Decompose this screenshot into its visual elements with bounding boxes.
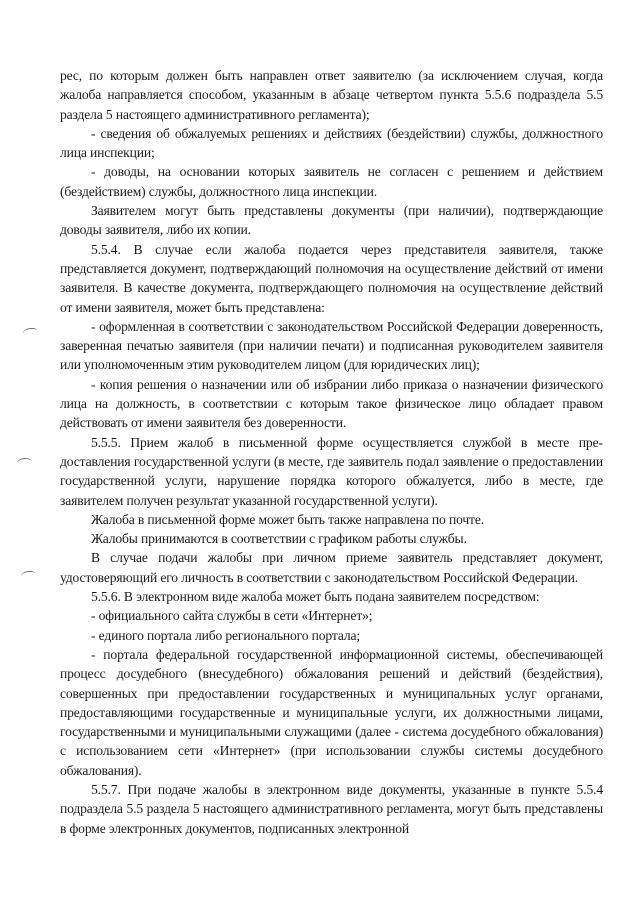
- paragraph-power-of-attorney-item: - оформленная в соответствии с законодательством Российской Федерации доверенность, заверенная печатью заявителя (при наличии печати) и подписанная руководителем заявителя или уполномоченным этим руководителем лицом (для юридических лиц);: [60, 318, 603, 373]
- paragraph-personal-reception: В случае подачи жалобы при личном приеме заявитель представляет документ, удостоверяющий его личность в соответствии с законодательством Российской Федерации.: [60, 550, 603, 585]
- paragraph-postal-submission: Жалоба в письменной форме может быть также направлена по почте.: [91, 511, 484, 527]
- binder-hole-mark: [20, 570, 36, 581]
- paragraph-supporting-documents: Заявителем могут быть представлены документы (при наличии), подтверждающие доводы заявителя, либо их копии.: [60, 203, 603, 238]
- paragraph-unified-portal-item: - единого портала либо регионального портала;: [91, 627, 360, 643]
- paragraph-appeal-decisions-item: - сведения об обжалуемых решениях и действиях (бездействии) службы, должностного лица инспекции;: [60, 125, 603, 161]
- paragraph-official-site-item: - официального сайта службы в сети «Интернет»;: [91, 608, 373, 624]
- paragraph-5-5-6: 5.5.6. В электронном виде жалоба может быть подана заявителем посредством:: [91, 589, 540, 605]
- paragraph-5-5-7: 5.5.7. При подаче жалобы в электронном виде документы, указанные в пункте 5.5.4 подраздела 5.5 раздела 5 настоящего административного регламента, могут быть представлены в форме электронных документов, подписанных электронной: [60, 781, 603, 836]
- paragraph-federal-system-item: - портала федеральной государственной информационной системы, обеспечивающей процесс досудебного (внесудебного) обжалования решений и действий (бездействия), совершенных при предоставлении государственных и муниципальных услуг органами, предоставляющими государственные и муниципальные услуги, их должностными лицами, государственными и муниципальными служащими (далее - система досудебного обжалования) с использованием сети «Интернет» (при использовании службы системы досудебного обжалования).: [60, 646, 603, 778]
- paragraph-5-5-5: 5.5.5. Прием жалоб в письменной форме осуществляется службой в месте предоставления государственной услуги (в месте, где заявитель подал заявление о предоставлении государственной услуги, нарушение порядка которого обжалуется, либо в месте, где заявителем получен результат указанной государственной услуги).: [60, 434, 603, 508]
- paragraph-work-schedule: Жалобы принимаются в соответствии с графиком работы службы.: [91, 531, 467, 547]
- paragraph-appointment-copy-item: - копия решения о назначении или об избрании либо приказа о назначении физического лица на должность, в соответствии с которым такое физическое лицо обладает правом действовать от имени заявителя без доверенности.: [60, 376, 603, 431]
- paragraph-continuation: рес, по которым должен быть направлен ответ заявителю (за исключением случая, когда жалоба направляется способом, указанным в абзаце четвертом пункта 5.5.6 подраздела 5.5 раздела 5 настоящего административного регламента);: [60, 68, 603, 122]
- paragraph-arguments-item: - доводы, на основании которых заявитель не согласен с решением и действием (бездействием) службы, должностного лица инспекции.: [60, 164, 603, 199]
- binder-hole-mark: [17, 457, 33, 468]
- paragraph-5-5-4: 5.5.4. В случае если жалоба подается через представителя заявителя, также представляется документ, подтверждающий полномочия на осуществление действий от имени заявителя. В качестве документа, подтверждающего полномочия на осуществление действий от имени заявителя, может быть представлена:: [60, 241, 603, 315]
- binder-hole-mark: [22, 327, 38, 338]
- document-body: [60, 66, 603, 838]
